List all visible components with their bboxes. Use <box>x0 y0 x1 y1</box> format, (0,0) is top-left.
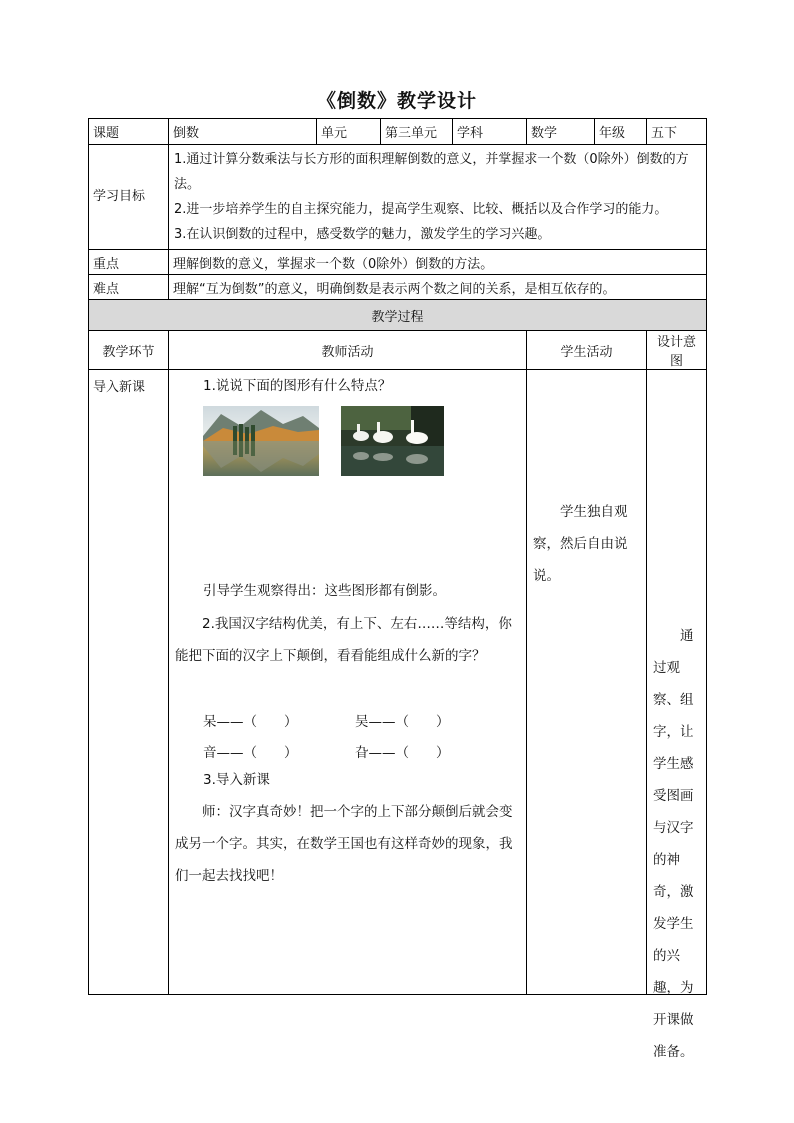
geese-reflection-photo <box>341 406 444 476</box>
col-teacher: 教师活动 <box>169 331 527 370</box>
char-pair: 旮——（ ） <box>355 745 450 761</box>
topic-label: 课题 <box>89 119 169 145</box>
difficulty-text: 理解“互为倒数”的意义，明确倒数是表示两个数之间的关系，是相互依存的。 <box>169 275 707 300</box>
goals-label: 学习目标 <box>89 145 169 250</box>
goals-row <box>89 145 707 250</box>
purpose-cell <box>647 370 707 1060</box>
process-column-headers <box>89 331 707 370</box>
process-row-intro <box>89 370 707 995</box>
question-1: 1.说说下面的图形有什么特点？ <box>203 378 392 394</box>
unit-label: 单元 <box>317 119 381 145</box>
unit-value: 第三单元 <box>381 119 453 145</box>
goal-item: 2.进一步培养学生的自主探究能力，提高学生观察、比较、概括以及合作学习的能力。 <box>174 202 668 217</box>
stage-name: 导入新课 <box>89 370 169 995</box>
key-point-label: 重点 <box>89 250 169 275</box>
teacher-activity-cell <box>169 370 527 995</box>
teacher-speech: 师：汉字真奇妙！把一个字的上下部分颠倒后就会变成另一个字。其实，在数学王国也有这样奇妙的现象，我们一起去找找吧！ <box>175 804 513 884</box>
char-pair: 吴——（ ） <box>355 714 450 730</box>
lesson-plan-table <box>88 118 707 1060</box>
grade-label: 年级 <box>595 119 647 145</box>
subject-value: 数学 <box>527 119 595 145</box>
student-activity-text: 学生独自观察，然后自由说说。 <box>533 504 628 584</box>
purpose-text: 通过观察、组字，让学生感受图画与汉字的神奇，激发学生的兴趣，为开课做准备。 <box>653 628 694 1060</box>
char-pair: 音——（ ） <box>203 745 298 761</box>
char-pair: 呆——（ ） <box>203 714 298 730</box>
col-purpose: 设计意图 <box>647 331 707 370</box>
guide-text: 引导学生观察得出：这些图形都有倒影。 <box>203 583 446 599</box>
process-title-row <box>89 300 707 331</box>
key-point-text: 理解倒数的意义，掌握求一个数（0除外）倒数的方法。 <box>169 250 707 275</box>
document-title: 《倒数》教学设计 <box>316 90 477 112</box>
process-title: 教学过程 <box>89 300 707 331</box>
mountain-lake-reflection-photo <box>203 406 319 476</box>
goals-list <box>169 145 707 250</box>
question-3: 3.导入新课 <box>203 772 270 788</box>
subject-label: 学科 <box>453 119 527 145</box>
col-stage: 教学环节 <box>89 331 169 370</box>
grade-value: 五下 <box>647 119 707 145</box>
student-activity-cell <box>527 370 647 995</box>
goal-item: 3.在认识倒数的过程中，感受数学的魅力，激发学生的学习兴趣。 <box>174 227 551 242</box>
col-student: 学生活动 <box>527 331 647 370</box>
difficulty-row <box>89 275 707 300</box>
key-point-row <box>89 250 707 275</box>
goal-item: 1.通过计算分数乘法与长方形的面积理解倒数的意义，并掌握求一个数（0除外）倒数的方法。 <box>174 152 689 192</box>
question-2: 2.我国汉字结构优美，有上下、左右……等结构，你能把下面的汉字上下颠倒，看看能组成什么新的字？ <box>175 616 512 664</box>
header-row <box>89 119 707 145</box>
topic-value: 倒数 <box>169 119 317 145</box>
difficulty-label: 难点 <box>89 275 169 300</box>
